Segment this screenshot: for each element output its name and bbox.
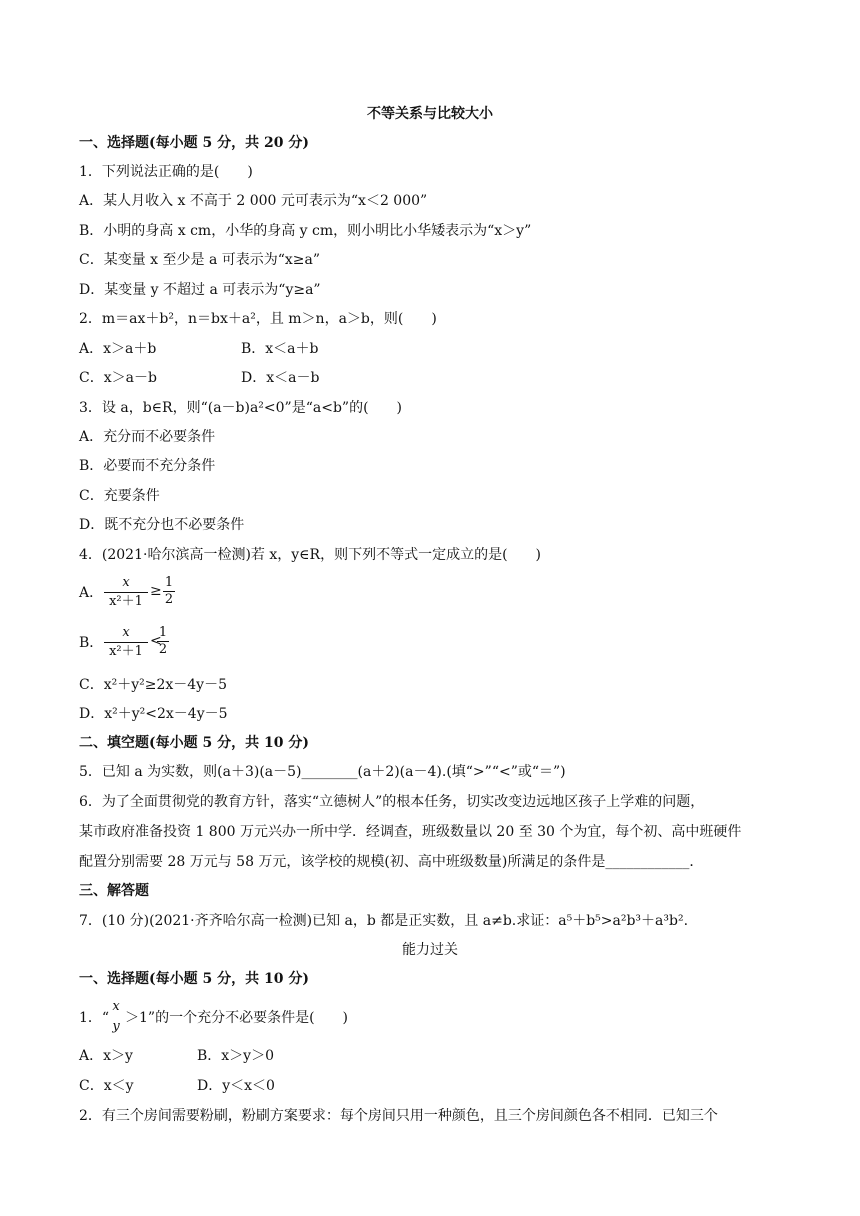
question-3-stem: 3．设 a，b∈R，则“(a－b)a²<0”是“a<b”的( ) [79,400,402,416]
section-heading-fill: 二、填空题(每小题 5 分，共 10 分) [79,735,309,751]
question-1-option-a: A．某人月收入 x 不高于 2 000 元可表示为“x＜2 000” [79,193,428,209]
question-4-option-b-half [157,626,169,657]
ability-question-2: 2．有三个房间需要粉刷，粉刷方案要求：每个房间只用一种颜色，且三个房间颜色各不相同．已知三个 [79,1108,718,1124]
question-3-option-d: D．既不充分也不必要条件 [79,517,245,533]
fraction-denominator: x²＋1 [109,644,143,659]
half-numerator: 1 [158,625,168,640]
question-1-option-d: D．某变量 y 不超过 a 可表示为“y≥a” [79,282,321,298]
question-4-option-a-label: A． [79,585,104,601]
half-denominator: 2 [158,642,168,657]
ability-question-1-prefix: 1．“ [79,1010,110,1026]
half-denominator: 2 [164,592,174,607]
question-5: 5．已知 a 为实数，则(a＋3)(a－5)________(a＋2)(a－4).(填“>”“<”或“＝”) [79,764,566,780]
question-4-option-d: D．x²＋y²<2x－4y－5 [79,706,228,722]
ability-question-1-option-d: D．y＜x＜0 [197,1078,275,1094]
fraction-denominator: x²＋1 [109,594,143,609]
section-heading-answer: 三、解答题 [79,883,149,899]
question-4-option-a-fraction [104,575,148,610]
fraction-numerator: x [112,999,120,1014]
question-3-option-c: C．充要条件 [79,488,160,504]
subtitle-ability: 能力过关 [402,942,458,958]
ability-question-1-fraction [110,999,122,1035]
question-4-stem: 4．(2021·哈尔滨高一检测)若 x，y∈R，则下列不等式一定成立的是( ) [79,547,541,563]
section-heading-choice-2: 一、选择题(每小题 5 分，共 10 分) [79,971,309,987]
fraction-numerator: x [122,625,130,640]
fraction-denominator: y [112,1019,120,1034]
section-heading-choice: 一、选择题(每小题 5 分，共 20 分) [79,135,309,151]
question-2-stem: 2．m＝ax＋b²，n＝bx＋a²，且 m＞n，a＞b，则( ) [79,311,437,327]
question-3-option-a: A．充分而不必要条件 [79,429,216,445]
question-4-option-b-relation: < [150,633,162,649]
question-3-option-b: B．必要而不充分条件 [79,458,216,474]
page-title: 不等关系与比较大小 [367,106,493,122]
question-6-line-2: 某市政府准备投资 1 800 万元兴办一所中学．经调查，班级数量以 20 至 30 个为宜，每个初、高中班硬件 [79,824,742,840]
fraction-numerator: x [122,575,130,590]
question-4-option-a-relation: ≥ [150,583,162,599]
question-4-option-a-half [163,576,175,607]
question-2-option-b: B．x＜a＋b [241,341,319,357]
question-7: 7．(10 分)(2021·齐齐哈尔高一检测)已知 a，b 都是正实数，且 a≠b.求证：a⁵＋b⁵>a²b³＋a³b². [79,913,689,929]
question-1-option-b: B．小明的身高 x cm，小华的身高 y cm，则小明比小华矮表示为“x＞y” [79,223,532,239]
ability-question-1-option-b: B．x＞y＞0 [197,1048,274,1064]
question-1-option-c: C．某变量 x 至少是 a 可表示为“x≥a” [79,252,321,268]
half-numerator: 1 [164,575,174,590]
question-4-option-b-fraction [104,625,148,660]
question-2-option-c: C．x＞a－b [79,370,157,386]
question-4-option-b-label: B． [79,635,104,651]
question-6-line-3: 配置分别需要 28 万元与 58 万元，该学校的规模(初、高中班级数量)所满足的条件是____________． [79,854,704,870]
ability-question-1-suffix: ＞1”的一个充分不必要条件是( ) [125,1010,348,1026]
question-2-option-d: D．x＜a－b [241,370,320,386]
question-6-line-1: 6．为了全面贯彻党的教育方针，落实“立德树人”的根本任务，切实改变边远地区孩子上学难的问题， [79,794,705,810]
question-2-option-a: A．x＞a＋b [79,341,157,357]
ability-question-1-option-a: A．x＞y [79,1048,133,1064]
ability-question-1-option-c: C．x＜y [79,1078,134,1094]
question-1-stem: 1．下列说法正确的是( ) [79,164,253,180]
question-4-option-c: C．x²＋y²≥2x－4y－5 [79,677,227,693]
